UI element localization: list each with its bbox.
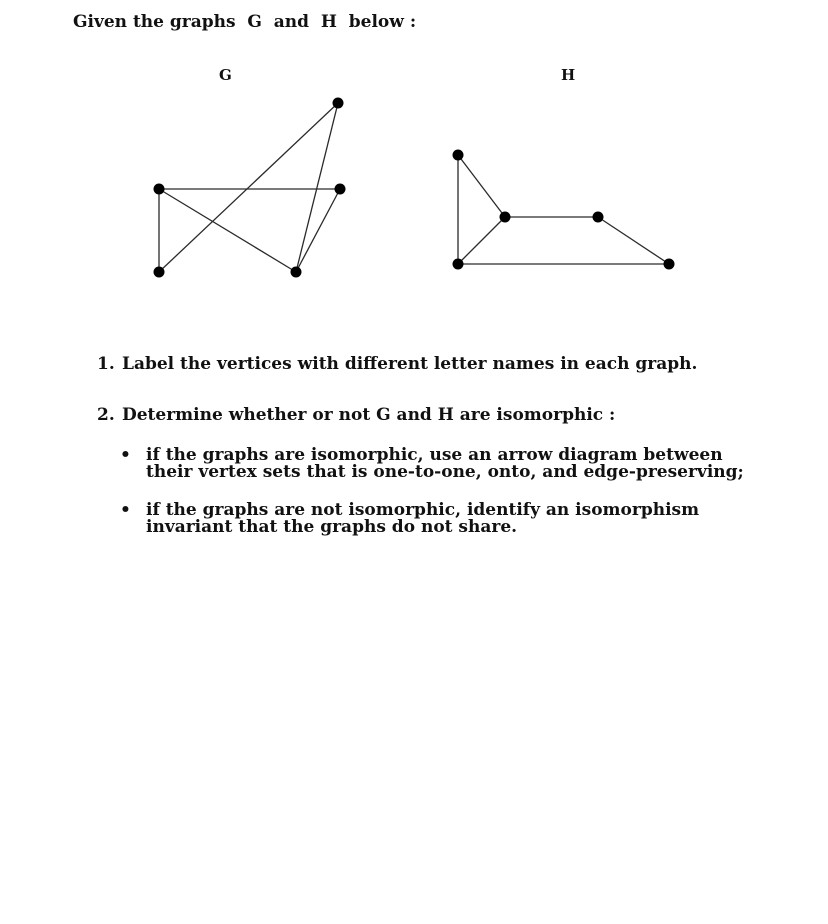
task-text: Determine whether or not G and H are isomorphic : (122, 405, 616, 425)
task-item (97, 405, 615, 425)
graph-diagrams (0, 0, 828, 330)
graph-g-edge (159, 103, 338, 272)
graph-g-vertex (333, 98, 344, 109)
graph-g-edge (296, 189, 340, 272)
task-number: 2. (97, 405, 115, 425)
graph-g-vertex (291, 267, 302, 278)
graph-h-edge (598, 217, 669, 264)
task-number: 1. (97, 354, 115, 374)
graph-h-edge (458, 155, 505, 217)
bullet-icon: • (120, 445, 131, 465)
bullet-item (120, 502, 760, 536)
bullet-item (120, 447, 760, 481)
bullet-text: if the graphs are isomorphic, use an arrow diagram between their vertex sets that is one-to-one, onto, and edge-preserving; (146, 445, 744, 482)
graph-h-vertex (664, 259, 675, 270)
graph-h (453, 150, 675, 270)
bullet-text: if the graphs are not isomorphic, identify an isomorphism invariant that the graphs do not share. (146, 500, 700, 537)
task-item (97, 354, 697, 374)
graph-h-vertex (500, 212, 511, 223)
graph-g-vertex (335, 184, 346, 195)
graph-g-vertex (154, 184, 165, 195)
graph-h-vertex (453, 259, 464, 270)
graph-h-vertex (593, 212, 604, 223)
graph-h-edge (458, 217, 505, 264)
graph-g (154, 98, 346, 278)
graph-h-label: H (561, 66, 576, 84)
graph-g-edge (159, 189, 296, 272)
graph-h-vertex (453, 150, 464, 161)
bullet-icon: • (120, 500, 131, 520)
graph-g-vertex (154, 267, 165, 278)
graph-g-edge (296, 103, 338, 272)
graph-g-label: G (219, 66, 232, 84)
task-text: Label the vertices with different letter names in each graph. (122, 354, 698, 374)
problem-intro: Given the graphs G and H below : (73, 12, 417, 32)
